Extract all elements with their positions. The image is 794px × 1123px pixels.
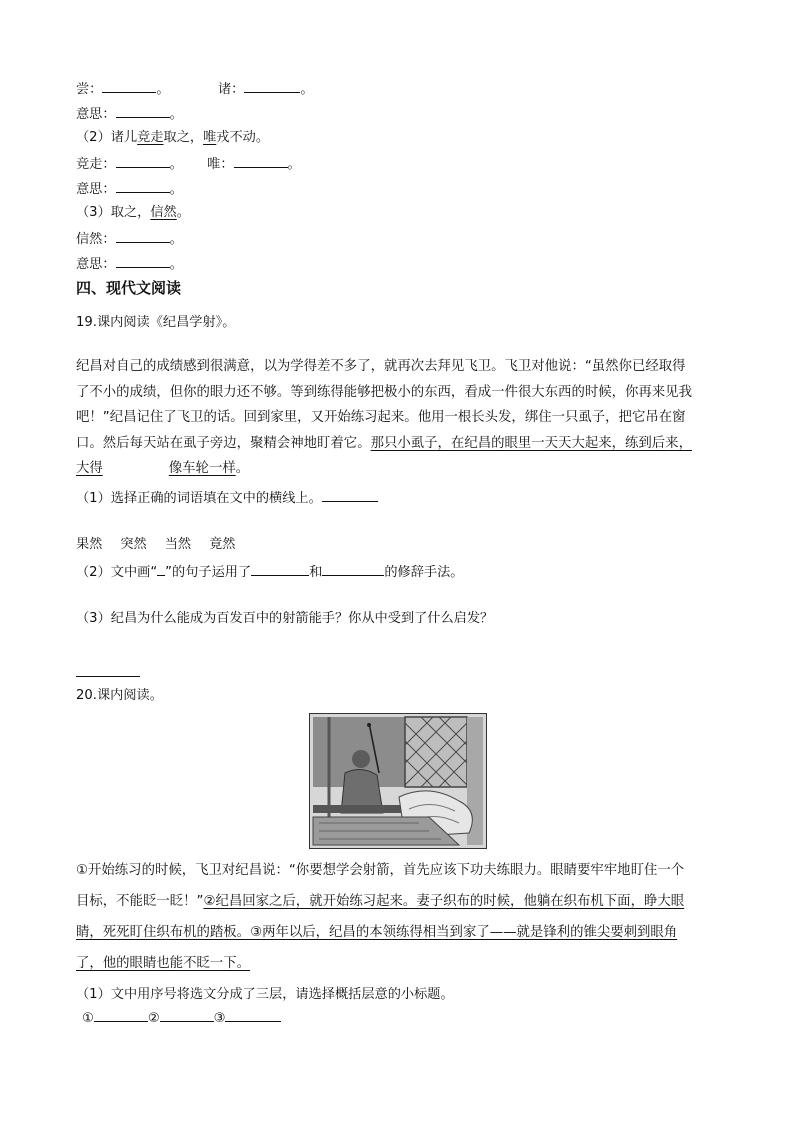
rhetoric-blank-2[interactable] — [322, 561, 384, 576]
choice-word: 果然 — [76, 537, 103, 552]
meaning-2-blank[interactable] — [116, 178, 170, 193]
passage-line: 大得 像车轮一样。 — [76, 456, 721, 482]
word-choices — [76, 535, 236, 555]
underlined-jingzou: 竞走 — [137, 130, 164, 145]
underlined-sentence: ②纪昌回家之后，就开始练习起来。妻子织布的时候，他躺在织布机下面，睁大眼 — [203, 894, 685, 909]
passage-line: 了，他的眼睛也能不眨一下。 — [76, 956, 251, 971]
q19-sub3-answer-line[interactable] — [76, 676, 140, 677]
q19-sub1: （1）选择正确的词语填在文中的横线上。 — [76, 487, 378, 509]
q18-item3: （3）取之，信然。 — [76, 205, 190, 220]
q18-meaning-2: 意思： 。 — [76, 178, 183, 200]
passage-line: 睛，死死盯住织布机的踏板。③两年以后，纪昌的本领练得相当到家了——就是锋利的锥尖要刺到眼角 — [76, 925, 678, 940]
q18-meaning-1: 意思： 。 — [76, 103, 183, 125]
section-4-heading: 四、现代文阅读 — [76, 279, 182, 297]
q20-answer-row — [82, 1007, 281, 1029]
choice-word: 突然 — [120, 537, 147, 552]
passage-line: 吧！”纪昌记住了飞卫的话。回到家里，又开始练习起来。他用一根长头发，绑住一只虱子，把它吊在窗 — [76, 410, 686, 426]
q20-title: 20.课内阅读。 — [76, 688, 163, 703]
archer-illustration — [309, 713, 487, 849]
meaning-3-blank[interactable] — [116, 253, 170, 268]
layer-mark: ③ — [213, 1011, 226, 1026]
chang-label: 尝： — [76, 82, 103, 97]
q19-sub2: （2）文中画“ ”的句子运用了 和 的修辞手法。 — [76, 561, 463, 583]
underlined-sentence: 那只小虱子，在纪昌的眼里一天天大起来，练到后来， — [370, 435, 692, 451]
rhetoric-blank-1[interactable] — [251, 561, 309, 576]
q18-row-xinran: 信然： 。 — [76, 228, 183, 250]
q20-sub1: （1）文中用序号将选文分成了三层，请选择概括层意的小标题。 — [76, 987, 454, 1002]
fill-in-blank[interactable] — [103, 456, 169, 482]
layer-mark: ② — [147, 1011, 160, 1026]
q18-item2: （2）诸儿竞走取之，唯戎不动。 — [76, 130, 270, 145]
q19-title: 19.课内阅读《纪昌学射》。 — [76, 315, 236, 330]
jingzou-answer-blank[interactable] — [116, 153, 170, 168]
zhu-label: 诸： — [217, 82, 245, 97]
xinran-answer-blank[interactable] — [116, 228, 170, 243]
passage-line: 了不小的成绩，但你的眼力还不够。等到练得能够把极小的东西，看成一件很大东西的时候，你再来见我 — [76, 384, 692, 400]
q19-passage — [76, 354, 721, 482]
underlined-wei: 唯 — [203, 130, 217, 145]
layer-mark: ① — [82, 1011, 94, 1026]
layer-2-blank[interactable] — [160, 1007, 214, 1022]
q18-row-jingzou: 竞走： 。 唯： 。 — [76, 153, 301, 175]
q19-sub1-answer-blank[interactable] — [322, 487, 378, 502]
q18-row1: 尝： 。 诸： 。 — [76, 78, 314, 100]
underlined-xinran: 信然 — [150, 205, 177, 220]
q18-meaning-3: 意思： 。 — [76, 253, 183, 275]
layer-1-blank[interactable] — [94, 1007, 148, 1022]
q20-passage — [76, 855, 721, 979]
passage-line: 目标，不能眨一眨！”②纪昌回家之后，就开始练习起来。妻子织布的时候，他躺在织布机下面，睁大眼 — [76, 894, 685, 909]
passage-line: ①开始练习的时候，飞卫对纪昌说：“你要想学会射箭，首先应该下功夫练眼力。眼睛要牢牢地盯住一个 — [76, 863, 685, 878]
layer-3-blank[interactable] — [225, 1007, 281, 1022]
wei-answer-blank[interactable] — [234, 153, 288, 168]
passage-line: 纪昌对自己的成绩感到很满意，以为学得差不多了，就再次去拜见飞卫。飞卫对他说：“虽然你已经取得 — [76, 359, 686, 374]
chang-answer-blank[interactable] — [102, 78, 156, 93]
meaning-1-blank[interactable] — [116, 103, 170, 118]
zhu-answer-blank[interactable] — [244, 78, 300, 93]
q19-sub3: （3）纪昌为什么能成为百发百中的射箭能手？你从中受到了什么启发？ — [76, 611, 494, 626]
choice-word: 当然 — [164, 537, 192, 552]
choice-word: 竟然 — [209, 537, 236, 552]
passage-line: 口。然后每天站在虱子旁边，聚精会神地盯着它。那只小虱子，在纪昌的眼里一天天大起来，练到后来， — [76, 435, 692, 451]
